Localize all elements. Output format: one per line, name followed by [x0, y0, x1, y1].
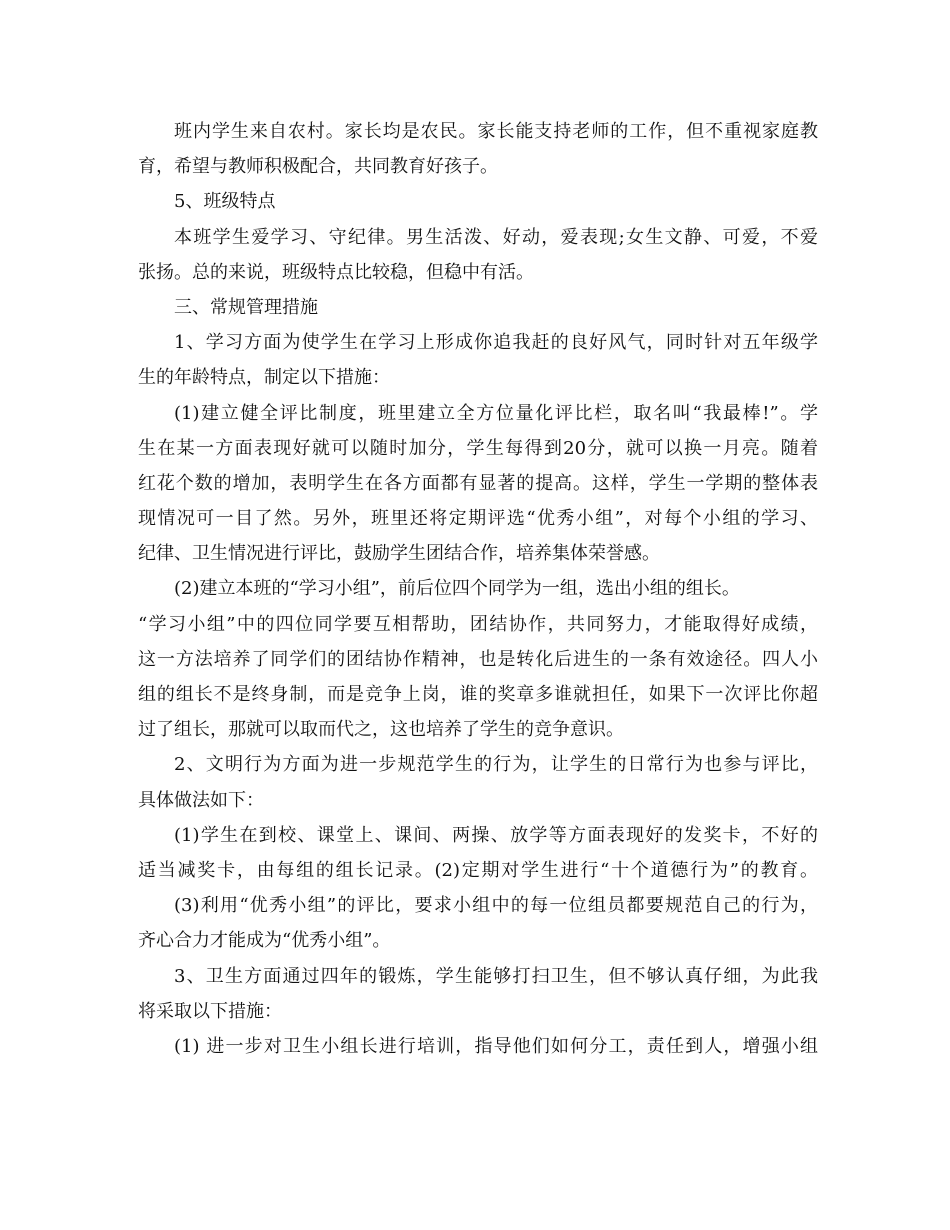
- text-line: (1) 进一步对卫生小组长进行培训，指导他们如何分工，责任到人，增强小组: [174, 1035, 818, 1057]
- text-line: 3、卫生方面通过四年的锻炼，学生能够打扫卫生，但不够认真仔细，为此我: [174, 965, 818, 987]
- text-line: 过了组长，那就可以取而代之，这也培养了学生的竞争意识。: [138, 719, 624, 741]
- text-line: 组的组长不是终身制，而是竞争上岗，谁的奖章多谁就担任，如果下一次评比你超: [138, 684, 818, 705]
- text-line: 生在某一方面表现好就可以随时加分，学生每得到20分，就可以换一月亮。随着: [138, 437, 818, 459]
- text-line: 张扬。总的来说，班级特点比较稳，但稳中有活。: [138, 261, 534, 283]
- text-line: 现情况可一目了然。另外，班里还将定期评选“优秀小组”，对每个小组的学习、: [138, 508, 818, 530]
- document-body: [138, 114, 818, 1064]
- text-line: “学习小组”中的四位同学要互相帮助，团结协作，共同努力，才能取得好成绩，: [138, 613, 818, 635]
- text-line: 将采取以下措施：: [138, 1000, 282, 1022]
- text-line: 本班学生爱学习、守纪律。男生活泼、好动，爱表现;女生文静、可爱，不爱: [174, 226, 818, 248]
- text-line: 这一方法培养了同学们的团结协作精神，也是转化后进生的一条有效途径。四人小: [138, 648, 818, 670]
- text-line: 5、班级特点: [174, 191, 276, 213]
- text-line: 三、常规管理措施: [174, 296, 318, 318]
- text-line: 2、文明行为方面为进一步规范学生的行为，让学生的日常行为也参与评比，: [174, 754, 818, 776]
- text-line: (2)建立本班的“学习小组”，前后位四个同学为一组，选出小组的组长。: [174, 578, 740, 600]
- text-line: (1)建立健全评比制度，班里建立全方位量化评比栏，取名叫“我最棒!”。学: [174, 402, 818, 424]
- text-line: 生的年龄特点，制定以下措施：: [138, 367, 390, 389]
- text-line: 育，希望与教师积极配合，共同教育好孩子。: [138, 156, 498, 178]
- text-line: 红花个数的增加，表明学生在各方面都有显著的提高。这样，学生一学期的整体表: [138, 472, 818, 494]
- text-line: 具体做法如下：: [138, 789, 264, 811]
- text-line: (3)利用“优秀小组”的评比，要求小组中的每一位组员都要规范自己的行为，: [174, 895, 818, 917]
- text-line: 齐心合力才能成为“优秀小组”。: [138, 930, 391, 952]
- text-line: 适当减奖卡，由每组的组长记录。(2)定期对学生进行“十个道德行为”的教育。: [138, 859, 818, 881]
- text-line: 班内学生来自农村。家长均是农民。家长能支持老师的工作，但不重视家庭教: [174, 121, 818, 142]
- text-line: (1)学生在到校、课堂上、课间、两操、放学等方面表现好的发奖卡，不好的: [174, 824, 818, 846]
- text-line: 纪律、卫生情况进行评比，鼓励学生团结合作，培养集体荣誉感。: [138, 543, 660, 565]
- text-line: 1、学习方面为使学生在学习上形成你追我赶的良好风气，同时针对五年级学: [174, 332, 818, 354]
